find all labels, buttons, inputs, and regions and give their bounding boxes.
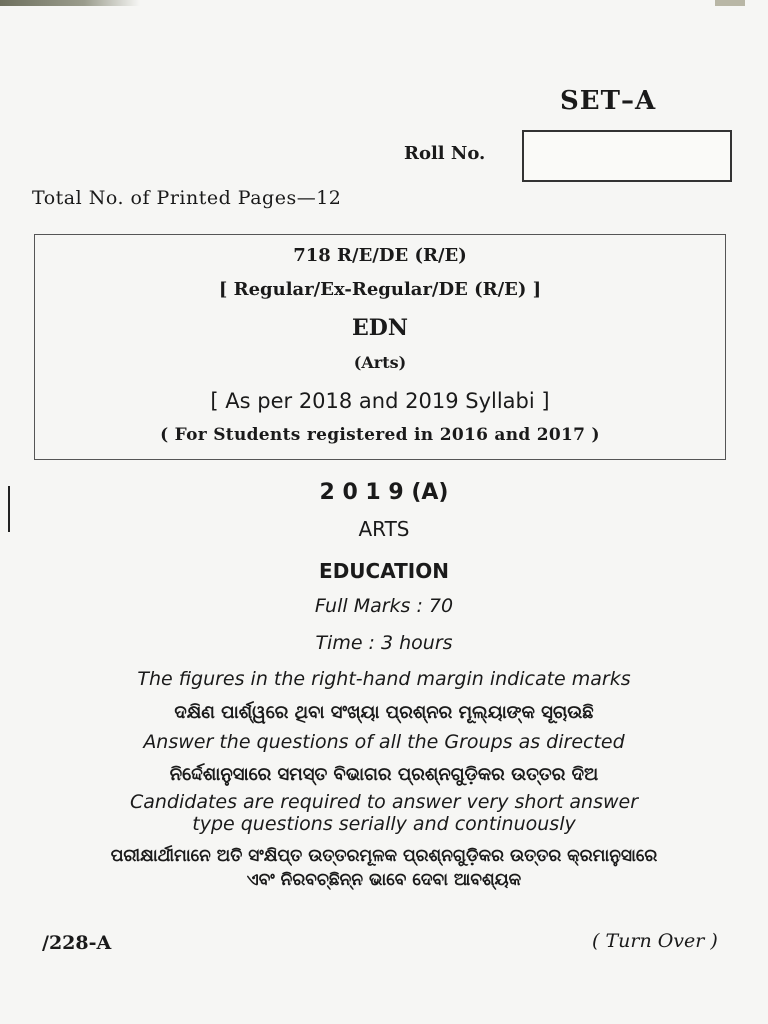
roll-number-label: Roll No. xyxy=(404,143,486,164)
instruction-english: type questions serially and continuously xyxy=(192,813,576,835)
scan-shadow-mark xyxy=(715,0,745,6)
scan-shadow-mark xyxy=(0,0,140,6)
instruction-english: Candidates are required to answer very short answer xyxy=(129,791,639,813)
stream-label: (Arts) xyxy=(353,353,407,372)
full-marks: Full Marks : 70 xyxy=(314,595,454,617)
roll-number-box[interactable] xyxy=(522,130,732,182)
exam-category: [ Regular/Ex-Regular/DE (R/E) ] xyxy=(218,279,542,300)
printed-pages-note: Total No. of Printed Pages—12 xyxy=(32,187,342,209)
instruction-odia: ଏବଂ ନିରବଚ୍ଛିନ୍ନ ଭାବେ ଦେବା ଆବଶ୍ୟକ xyxy=(246,870,522,890)
turn-over-note: ( Turn Over ) xyxy=(592,930,718,952)
students-note: ( For Students registered in 2016 and 2017 ) xyxy=(160,425,600,445)
time-allowed: Time : 3 hours xyxy=(315,632,453,654)
exam-header-box xyxy=(34,234,726,460)
instruction-english: The figures in the right-hand margin indicate marks xyxy=(137,668,631,690)
exam-year: 2 0 1 9 (A) xyxy=(319,480,449,505)
instruction-odia: ଦକ୍ଷିଣ ପାର୍ଶ୍ୱରେ ଥିବା ସଂଖ୍ୟା ପ୍ରଶ୍ନର ମୂଲ୍ୟାଙ୍କ ସୂଚାଉଛି xyxy=(174,702,594,723)
instruction-english: Answer the questions of all the Groups as directed xyxy=(143,731,625,753)
subject-title: EDUCATION xyxy=(319,559,449,583)
paper-name: EDN xyxy=(352,315,408,341)
booklet-code: /228-A xyxy=(42,932,112,954)
paper-code: 718 R/E/DE (R/E) xyxy=(293,245,467,266)
faculty-name: ARTS xyxy=(358,517,410,541)
instruction-odia: ପରୀକ୍ଷାର୍ଥୀମାନେ ଅତି ସଂକ୍ଷିପ୍ତ ଉତ୍ତରମୂଳକ ପ୍ରଶ୍ନଗୁଡ଼ିକର ଉତ୍ତର କ୍ରମାନୁସାରେ xyxy=(110,846,658,866)
syllabi-note: [ As per 2018 and 2019 Syllabi ] xyxy=(210,389,550,413)
set-label: SET–A xyxy=(560,86,657,116)
instruction-odia: ନିର୍ଦ୍ଦେଶାନୁସାରେ ସମସ୍ତ ବିଭାଗର ପ୍ରଶ୍ନଗୁଡ଼ିକର ଉତ୍ତର ଦିଅ xyxy=(169,764,599,785)
